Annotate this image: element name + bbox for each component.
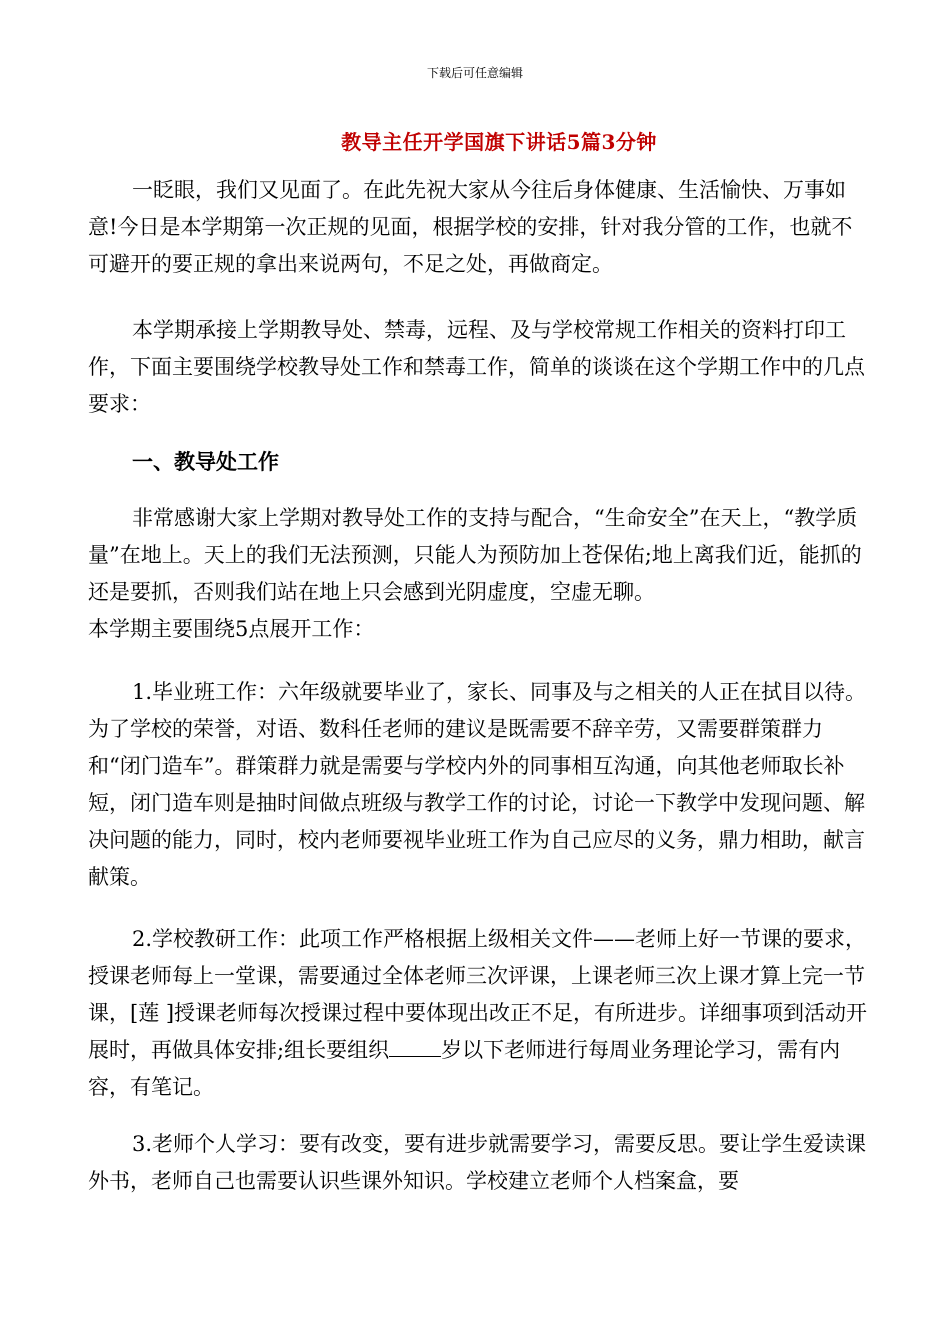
header-note: 下载后可任意编辑 — [426, 66, 523, 80]
teaching-research-text-a: 2.学校教研工作：此项工作严格根据上级相关文件——老师上好一节课的要求，授课老师每上一堂课，需要通过全体老师三次评课，上课老师三次上课才算上完一节课，[莲 ]授课老师每次授课过程中要体现出改正不足，有所进步。详细事项到活动开展时，再做具体安排;组长要组织 — [88, 927, 868, 1062]
document-title: 教导主任开学国旗下讲话5篇3分钟 — [341, 130, 657, 154]
paragraph-teaching-research — [88, 921, 868, 1106]
fill-in-blank — [389, 1055, 441, 1057]
paragraph-overview: 本学期承接上学期教导处、禁毒，远程、及与学校常规工作相关的资料打印工作，下面主要围绕学校教导处工作和禁毒工作，简单的谈谈在这个学期工作中的几点要求： — [88, 318, 865, 416]
section-heading: 一、教导处工作 — [132, 449, 279, 474]
paragraph-intro: 一眨眼，我们又见面了。在此先祝大家从今往后身体健康、生活愉快、万事如意!今日是本学期第一次正规的见面，根据学校的安排，针对我分管的工作，也就不可避开的要正规的拿出来说两句，不足之处，再做商定。 — [88, 178, 853, 276]
paragraph-five-points: 本学期主要围绕5点展开工作： — [88, 617, 375, 641]
paragraph-graduating-class: 1.毕业班工作：六年级就要毕业了，家长、同事及与之相关的人正在拭目以待。为了学校的荣誉，对语、数科任老师的建议是既需要不辞辛劳，又需要群策群力和“闭门造车”。群策群力就是需要与学校内外的同事相互沟通，向其他老师取长补短，闭门造车则是抽时间做点班级与教学工作的讨论，讨论一下教学中发现问题、解决问题的能力，同时，校内老师要视毕业班工作为自己应尽的义务，鼎力相助，献言献策。 — [88, 680, 867, 889]
teaching-research-text-b: 岁以下老师进行每周业务理论学习，需有内容，有笔记。 — [88, 1038, 841, 1099]
paragraph-thanks: 非常感谢大家上学期对教导处工作的支持与配合，“生命安全”在天上，“教学质量”在地上。天上的我们无法预测，只能人为预防加上苍保佑;地上离我们近，能抓的还是要抓，否则我们站在地上只会感到光阴虚度，空虚无聊。 — [88, 506, 862, 604]
paragraph-personal-study: 3.老师个人学习：要有改变，要有进步就需要学习，需要反思。要让学生爱读课外书，老师自己也需要认识些课外知识。学校建立老师个人档案盒，要 — [88, 1132, 867, 1193]
